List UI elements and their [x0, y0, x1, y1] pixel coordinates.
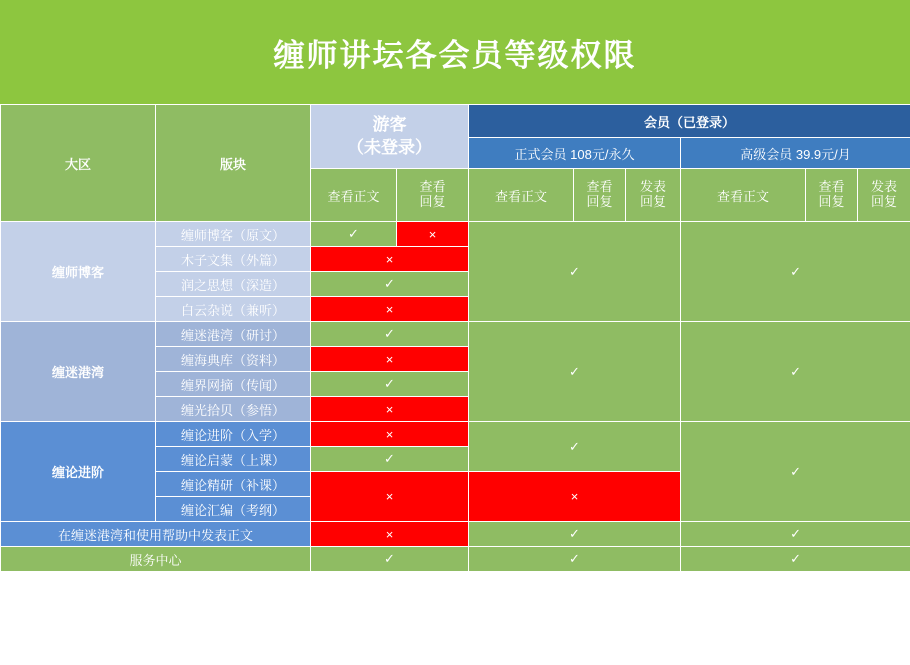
header-member-regular: 正式会员 108元/永久	[469, 138, 681, 169]
cell-premium-1: ✓	[681, 322, 910, 422]
cell-guest-both: ×	[311, 522, 469, 547]
header-regular-post-l2: 回复	[639, 194, 666, 209]
header-premium-post	[858, 169, 910, 222]
header-regular-reply	[574, 169, 626, 222]
header-guest	[311, 105, 469, 169]
cell-regular-0: ✓	[469, 222, 681, 322]
header-guest-reply-l2: 回复	[419, 194, 446, 209]
table-row	[1, 222, 910, 247]
footer-label-1: 服务中心	[1, 547, 311, 572]
board-label: 木子文集（外篇）	[156, 247, 311, 272]
header-regular-post	[626, 169, 681, 222]
cell-guest-both: ✓	[311, 547, 469, 572]
header-board: 版块	[156, 105, 311, 222]
cell-regular-footer-0: ✓	[469, 522, 681, 547]
header-premium-view: 查看正文	[681, 169, 806, 222]
cell-premium-footer-0: ✓	[681, 522, 910, 547]
table-row	[1, 522, 910, 547]
cell-regular-footer-1: ✓	[469, 547, 681, 572]
board-label: 缠迷港湾（研讨）	[156, 322, 311, 347]
cell-guest-both: ✓	[311, 447, 469, 472]
cell-guest-both: ×	[311, 347, 469, 372]
page-title-bar	[0, 0, 910, 104]
group-label-0: 缠师博客	[1, 222, 156, 322]
cell-regular-2-top: ✓	[469, 422, 681, 472]
table-row	[1, 547, 910, 572]
header-guest-reply-l1: 查看	[419, 179, 446, 195]
cell-guest-both: ×	[311, 422, 469, 447]
table-header-row-1	[1, 105, 910, 138]
cell-guest-reply: ×	[397, 222, 469, 247]
cell-premium-2: ✓	[681, 422, 910, 522]
cell-guest-both: ✓	[311, 322, 469, 347]
cell-guest-both: ×	[311, 472, 469, 522]
table-row	[1, 422, 910, 447]
header-premium-reply	[806, 169, 858, 222]
group-label-1: 缠迷港湾	[1, 322, 156, 422]
permissions-table	[0, 104, 910, 572]
board-label: 缠光拾贝（参悟）	[156, 397, 311, 422]
cell-guest-both: ×	[311, 397, 469, 422]
board-label: 缠论精研（补课）	[156, 472, 311, 497]
header-regular-reply-l1: 查看	[586, 179, 613, 195]
board-label: 润之思想（深造）	[156, 272, 311, 297]
header-region: 大区	[1, 105, 156, 222]
page-title: 缠师讲坛各会员等级权限	[273, 37, 637, 73]
board-label: 缠论汇编（考纲）	[156, 497, 311, 522]
board-label: 缠论启蒙（上课）	[156, 447, 311, 472]
header-member-premium: 高级会员 39.9元/月	[681, 138, 910, 169]
header-member: 会员（已登录）	[469, 105, 910, 138]
board-label: 缠论进阶（入学）	[156, 422, 311, 447]
header-regular-post-l1: 发表	[639, 179, 666, 195]
cell-guest-both: ×	[311, 247, 469, 272]
header-guest-line1: 游客	[372, 114, 407, 134]
cell-guest-view: ✓	[311, 222, 397, 247]
board-label: 缠师博客（原文）	[156, 222, 311, 247]
header-premium-reply-l2: 回复	[818, 194, 845, 209]
cell-guest-both: ✓	[311, 272, 469, 297]
cell-premium-0: ✓	[681, 222, 910, 322]
header-regular-view: 查看正文	[469, 169, 574, 222]
board-label: 缠界网摘（传闻）	[156, 372, 311, 397]
header-premium-reply-l1: 查看	[818, 179, 845, 195]
cell-premium-footer-1: ✓	[681, 547, 910, 572]
footer-label-0: 在缠迷港湾和使用帮助中发表正文	[1, 522, 311, 547]
cell-regular-1: ✓	[469, 322, 681, 422]
cell-guest-both: ✓	[311, 372, 469, 397]
header-guest-line2: （未登录）	[347, 137, 432, 157]
cell-regular-2-bottom: ×	[469, 472, 681, 522]
cell-guest-both: ×	[311, 297, 469, 322]
board-label: 白云杂说（兼听）	[156, 297, 311, 322]
header-premium-post-l2: 回复	[871, 194, 898, 209]
header-guest-view: 查看正文	[311, 169, 397, 222]
group-label-2: 缠论进阶	[1, 422, 156, 522]
header-premium-post-l1: 发表	[871, 179, 898, 195]
header-guest-reply	[397, 169, 469, 222]
header-regular-reply-l2: 回复	[586, 194, 613, 209]
table-row	[1, 322, 910, 347]
board-label: 缠海典库（资料）	[156, 347, 311, 372]
